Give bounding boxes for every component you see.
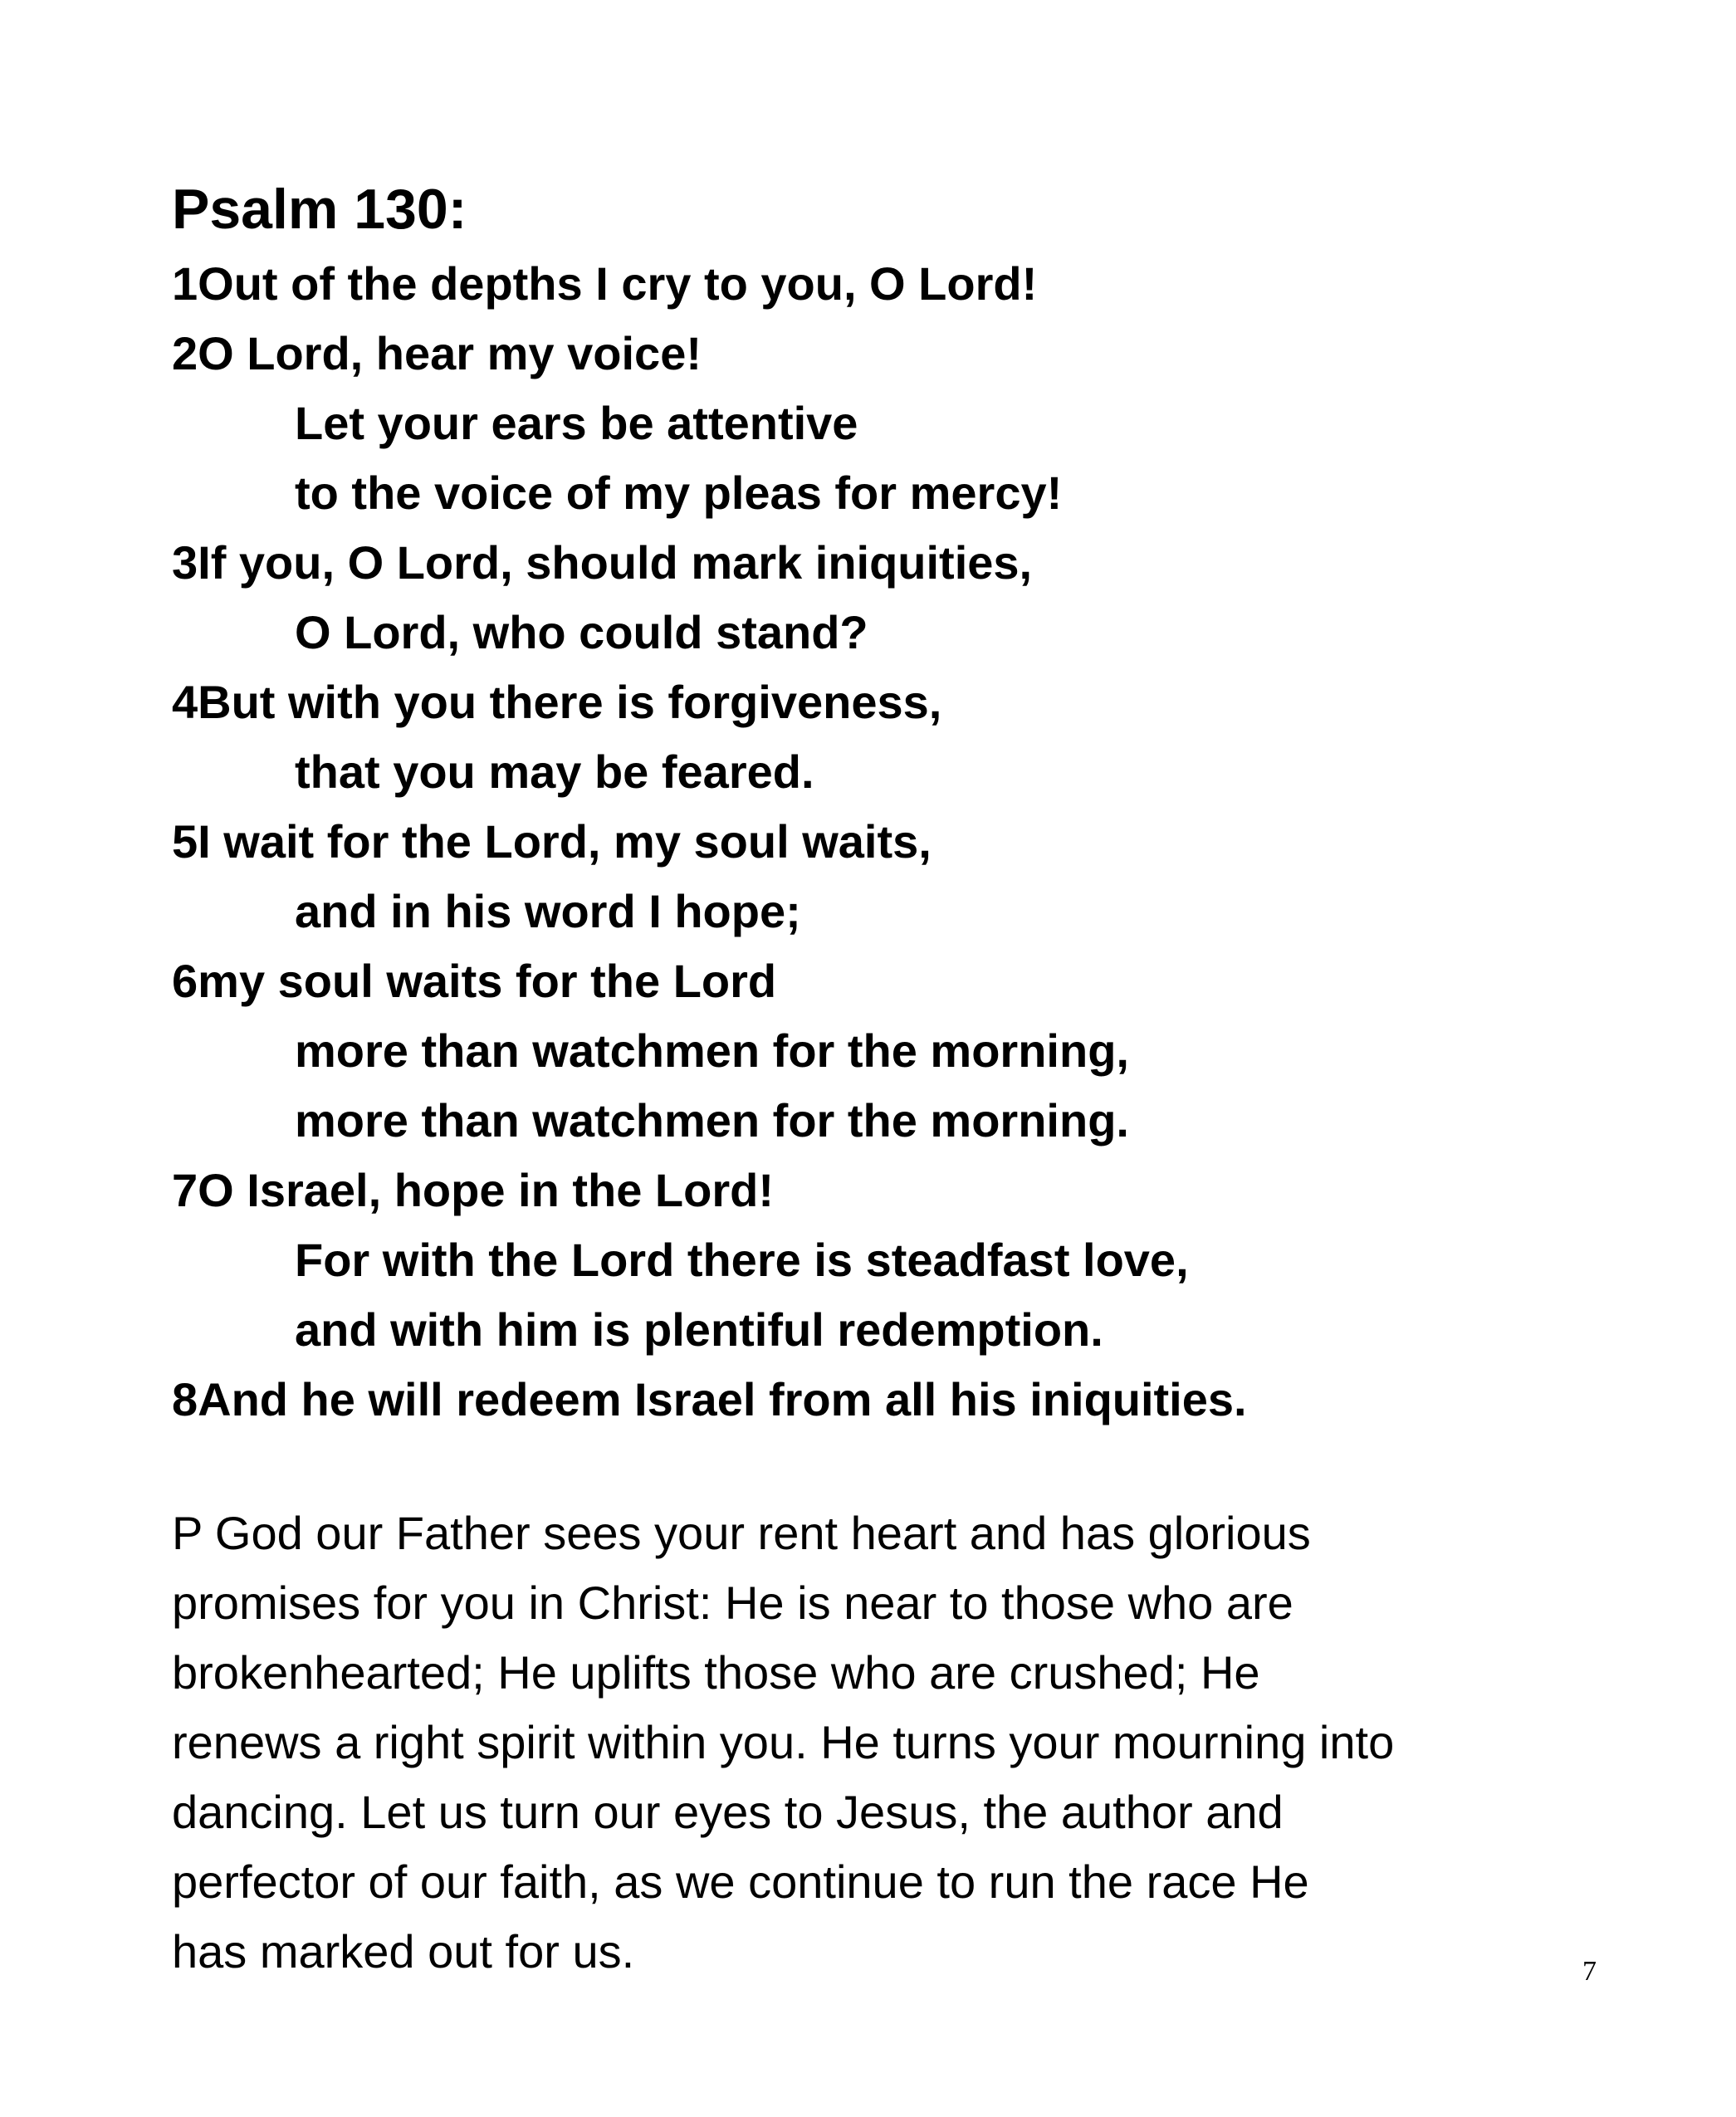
prayer-line: renews a right spirit within you. He turns your mourning into xyxy=(172,1716,1395,1768)
prayer-line: P God our Father sees your rent heart and has glorious xyxy=(172,1507,1311,1559)
psalm-line: 1Out of the depths I cry to you, O Lord! xyxy=(172,257,1038,310)
psalm-line: 7O Israel, hope in the Lord! xyxy=(172,1164,774,1216)
psalm-text xyxy=(172,249,1247,1435)
psalm-line: more than watchmen for the morning, xyxy=(295,1024,1129,1077)
psalm-line: more than watchmen for the morning. xyxy=(295,1094,1129,1147)
psalm-line: 3If you, O Lord, should mark iniquities, xyxy=(172,536,1033,589)
psalm-line: and in his word I hope; xyxy=(295,885,801,937)
psalm-line: 4But with you there is forgiveness, xyxy=(172,676,942,728)
psalm-line: 2O Lord, hear my voice! xyxy=(172,327,702,379)
prayer-paragraph xyxy=(172,1499,1583,1987)
psalm-line: Let your ears be attentive xyxy=(295,397,858,449)
prayer-line: dancing. Let us turn our eyes to Jesus, the author and xyxy=(172,1786,1284,1838)
psalm-line: and with him is plentiful redemption. xyxy=(295,1303,1103,1356)
psalm-line: 8And he will redeem Israel from all his iniquities. xyxy=(172,1373,1247,1425)
page-number: 7 xyxy=(1582,1956,1597,1987)
prayer-line: has marked out for us. xyxy=(172,1925,635,1978)
psalm-line: 6my soul waits for the Lord xyxy=(172,955,777,1007)
prayer-line: brokenhearted; He uplifts those who are crushed; He xyxy=(172,1646,1260,1699)
prayer-line: perfector of our faith, as we continue to run the race He xyxy=(172,1855,1309,1908)
page-title: Psalm 130: xyxy=(172,178,467,241)
psalm-line: 5I wait for the Lord, my soul waits, xyxy=(172,815,932,868)
psalm-line: For with the Lord there is steadfast love, xyxy=(295,1234,1189,1286)
prayer-line: promises for you in Christ: He is near to those who are xyxy=(172,1577,1293,1629)
psalm-line: to the voice of my pleas for mercy! xyxy=(295,467,1063,519)
psalm-line: that you may be feared. xyxy=(295,746,814,798)
psalm-line: O Lord, who could stand? xyxy=(295,606,868,658)
